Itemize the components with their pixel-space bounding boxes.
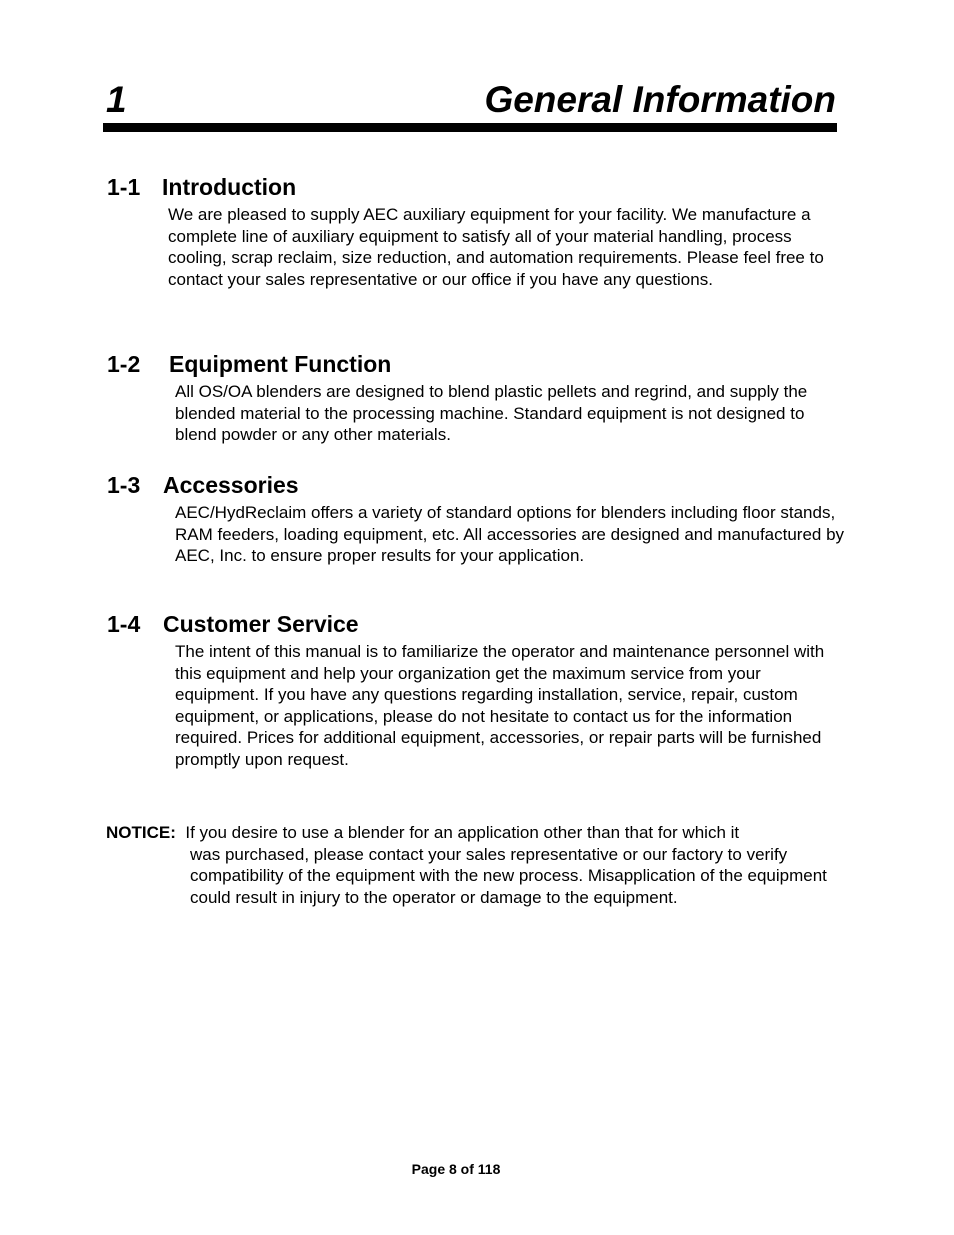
notice-first-line [106,822,836,844]
notice-block [106,822,836,908]
section-heading-equipment-function [107,350,391,378]
notice-label: NOTICE: [106,823,176,842]
notice-first-text: If you desire to use a blender for an application other than that for which it [185,823,740,842]
section-heading-introduction [107,173,296,201]
section-title: Accessories [163,472,299,498]
section-title: Customer Service [163,611,359,637]
section-body-customer-service: The intent of this manual is to familiarize the operator and maintenance personnel with this equipment and help your organization get the maximum service from your equipment. If you have any questions regarding installation, service, repair, custom equipment, or applications, please do not hesitate to contact us for the information required. Prices for additional equipment, accessories, or repair parts will be furnished promptly upon request. [175,642,825,769]
section-body-introduction: We are pleased to supply AEC auxiliary equipment for your facility. We manufacture a complete line of auxiliary equipment to satisfy all of your material handling, process cooling, scrap reclaim, size reduction, and automation requirements. Please feel free to contact your sales representative or our office if you have any questions. [168,205,824,289]
chapter-header [104,76,836,124]
section-number: 1-3 [107,472,141,498]
chapter-number: 1 [106,79,127,120]
page-number: Page 8 of 118 [411,1161,501,1177]
notice-continued-text: was purchased, please contact your sales representative or our factory to verify compatibility of the equipment with the new process. Misapplication of the equipment could result in injury to the operator or damage to the equipment. [190,844,827,907]
chapter-title: General Information [484,79,836,120]
section-title: Equipment Function [169,351,392,377]
section-number: 1-2 [107,351,141,377]
section-body-accessories: AEC/HydReclaim offers a variety of standard options for blenders including floor stands, RAM feeders, loading equipment, etc. All accessories are designed and manufactured by AEC, Inc. to ensure proper results for your application. [175,503,845,566]
section-title: Introduction [162,174,297,200]
section-heading-accessories [107,471,299,499]
section-number: 1-1 [107,174,141,200]
section-number: 1-4 [107,611,141,637]
chapter-divider [103,123,837,132]
section-heading-customer-service [107,610,359,638]
section-body-equipment-function: All OS/OA blenders are designed to blend plastic pellets and regrind, and supply the blended material to the processing machine. Standard equipment is not designed to blend powder or any other materials. [175,382,808,445]
